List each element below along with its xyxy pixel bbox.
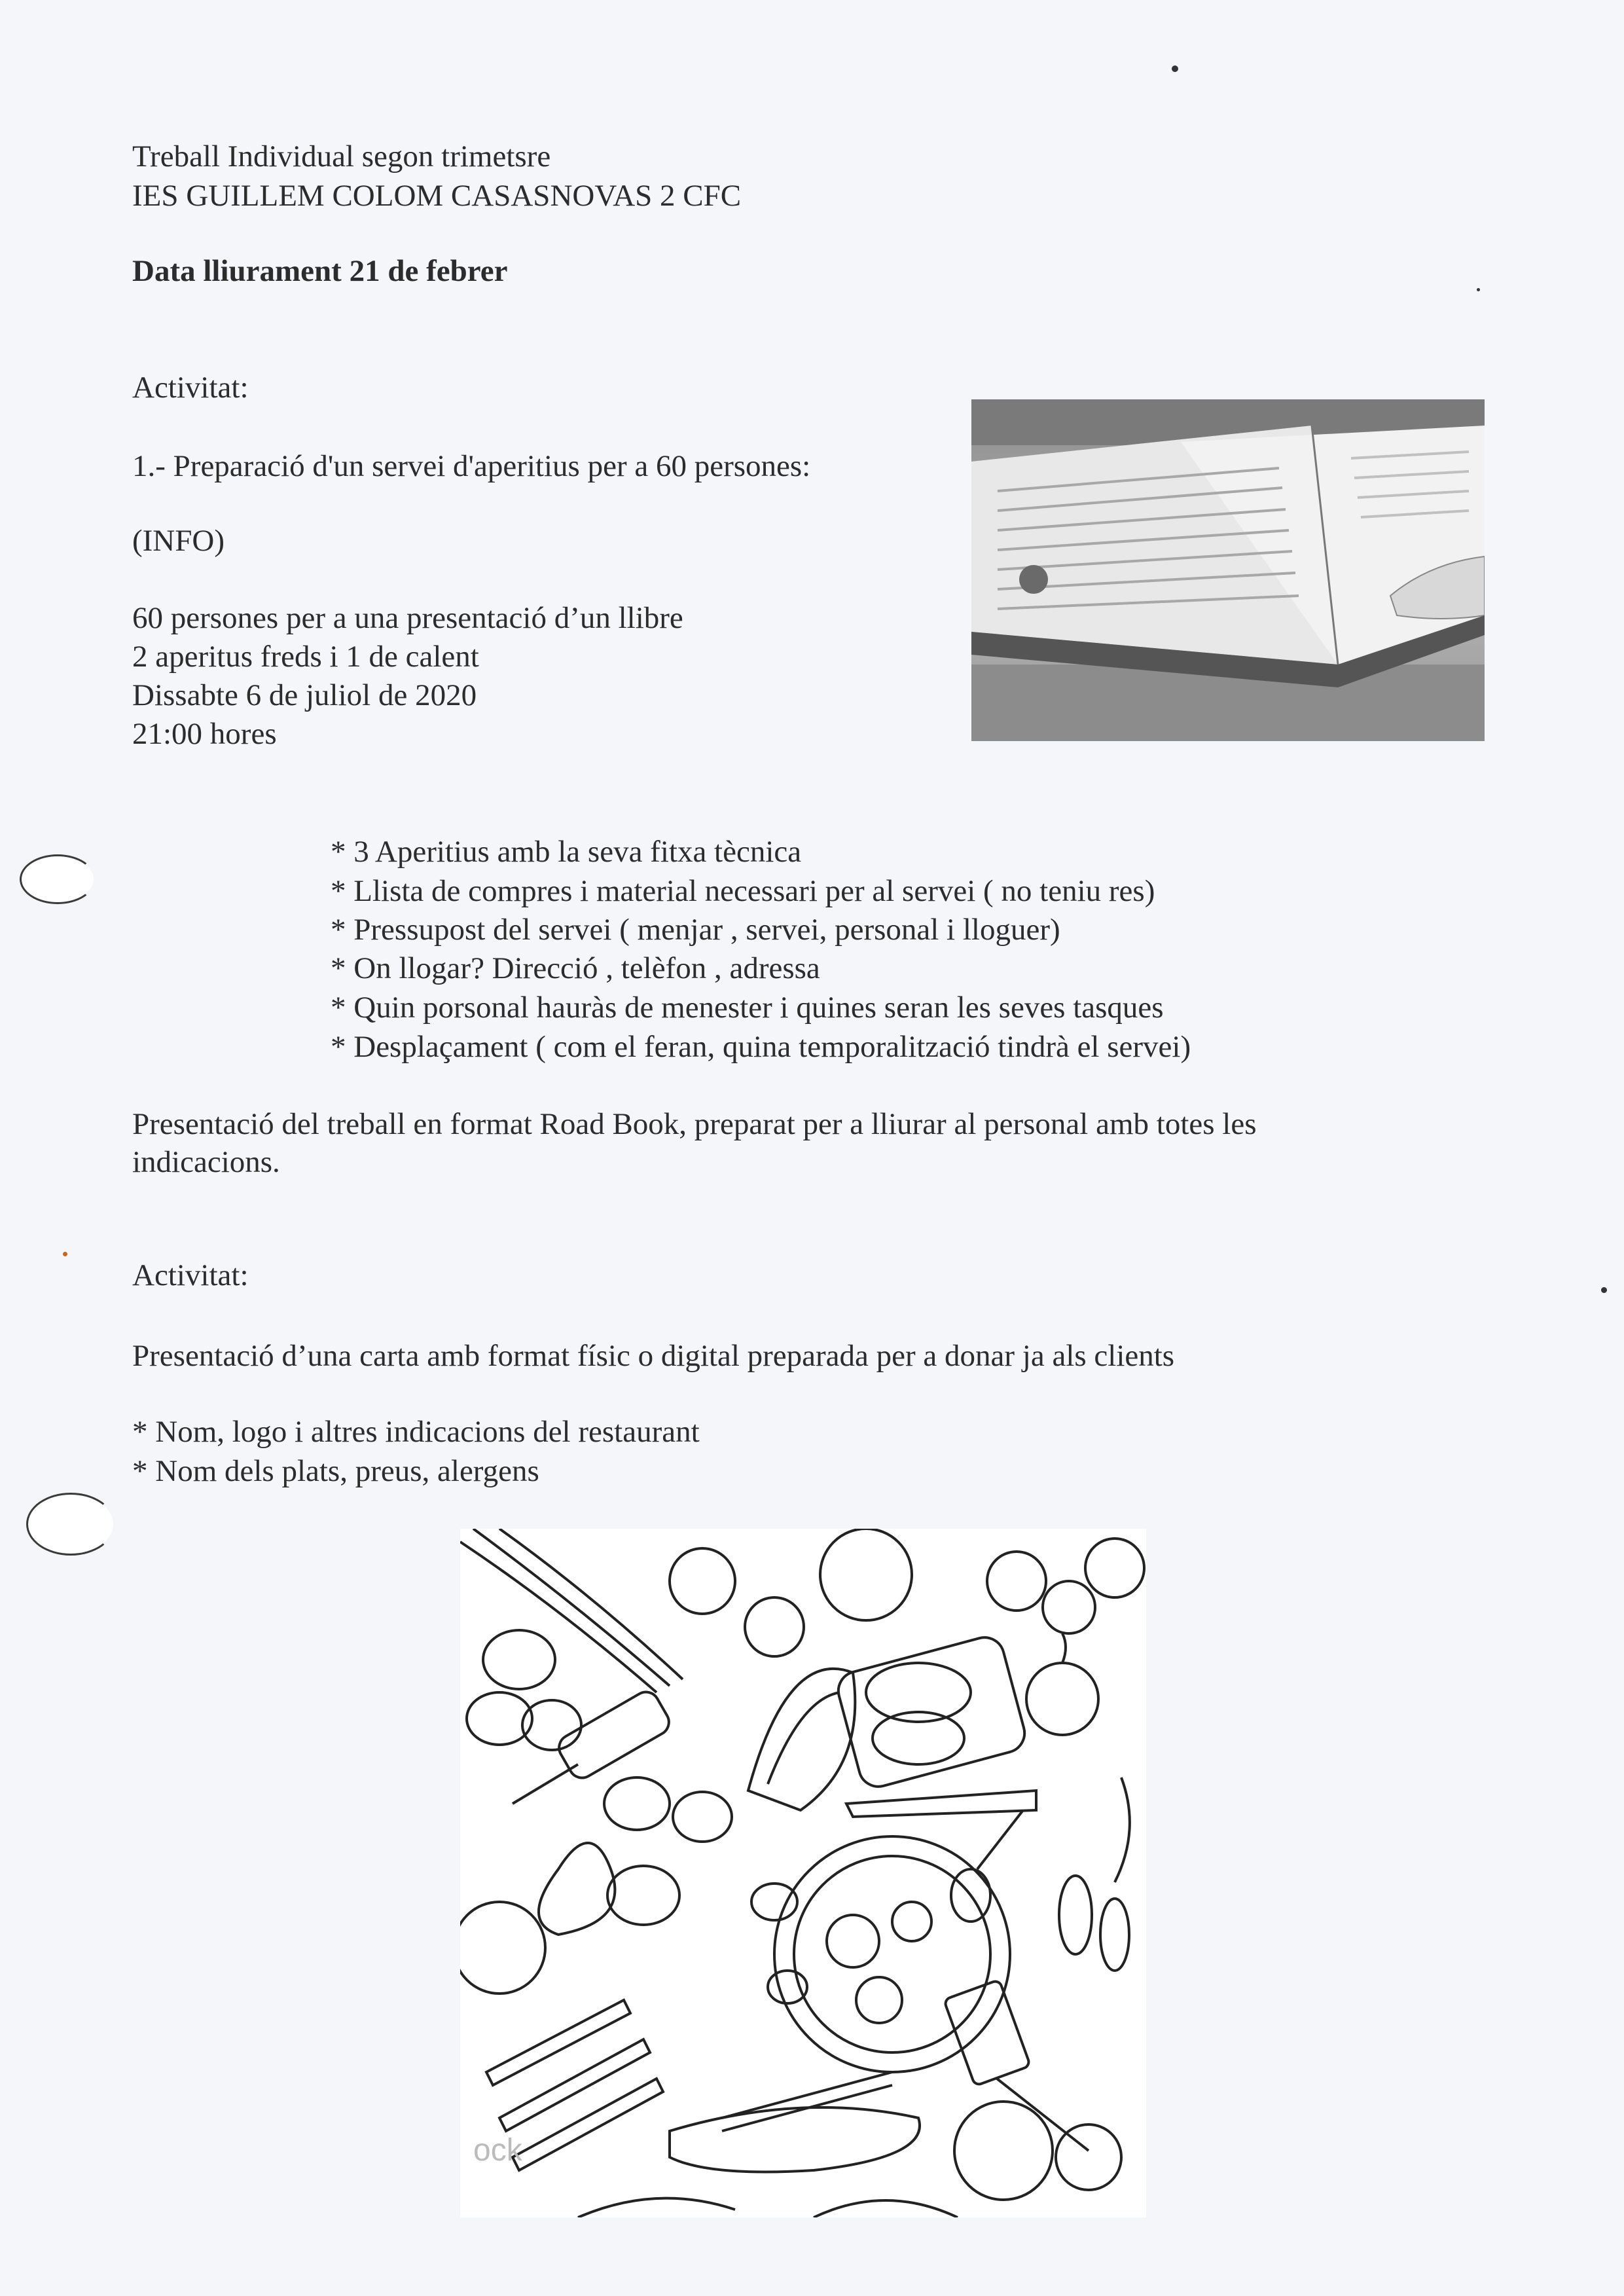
book-photo-svg [971,399,1485,741]
task-bullet: * Pressupost del servei ( menjar , servei, personal i lloguer) [331,913,1060,947]
header-line-2: IES GUILLEM COLOM CASASNOVAS 2 CFC [132,179,742,213]
food-watermark: ock [473,2133,522,2168]
scan-speck [63,1252,67,1256]
header-line-1: Treball Individual segon trimetsre [132,139,551,173]
task-bullet: * Desplaçament ( com el feran, quina temporalització tindrà el servei) [331,1030,1191,1064]
info-line: 60 persones per a una presentació d’un llibre [132,601,683,635]
info-line: 2 aperitus freds i 1 de calent [132,640,479,674]
info-line: Dissabte 6 de juliol de 2020 [132,678,477,712]
task-bullet: * 3 Aperitius amb la seva fitxa tècnica [331,835,802,869]
task-bullet: * Llista de compres i material necessari per al servei ( no teniu res) [331,874,1155,908]
info-label: (INFO) [132,524,225,558]
punch-hole-bottom [26,1493,115,1556]
menu-bullet: * Nom dels plats, preus, alergens [132,1454,539,1488]
activity-1-heading: Activitat: [132,371,249,405]
activity-1-title: 1.- Preparació d'un servei d'aperitius per a 60 persones: [132,449,811,483]
scan-speck [1601,1287,1607,1293]
task-bullet: * On llogar? Direcció , telèfon , adressa [331,951,820,985]
food-illustration [460,1529,1146,2217]
info-line: 21:00 hores [132,717,277,751]
task-bullet: * Quin porsonal hauràs de menester i quines seran les seves tasques [331,991,1164,1025]
presentation-paragraph: Presentació del treball en format Road Book, preparat per a lliurar al personal amb totes les indicacions. [132,1107,1257,1179]
activity-2-heading: Activitat: [132,1258,249,1292]
activity-2-description: Presentació d’una carta amb format físic o digital preparada per a donar ja als clients [132,1339,1175,1373]
book-photo [971,399,1485,741]
scan-speck [1172,65,1178,72]
menu-bullet: * Nom, logo i altres indicacions del restaurant [132,1415,700,1449]
delivery-date: Data lliurament 21 de febrer [132,254,508,288]
scan-speck [1477,288,1480,291]
punch-hole-top [20,854,96,904]
food-illustration-svg [460,1529,1146,2217]
